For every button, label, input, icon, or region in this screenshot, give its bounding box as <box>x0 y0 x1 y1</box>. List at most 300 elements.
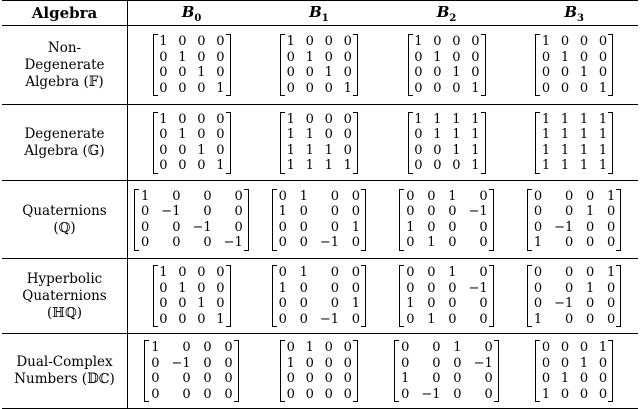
matrix-entry: 0 <box>448 311 457 327</box>
matrix-entry: 0 <box>159 158 168 173</box>
matrix-entry: 0 <box>343 127 352 142</box>
matrix-entry: 1 <box>286 127 295 142</box>
matrix-entry: 0 <box>414 80 423 96</box>
matrix-entry: 0 <box>427 188 436 204</box>
matrix-entry: 0 <box>178 80 187 96</box>
header-b0-symbol: B <box>181 2 195 21</box>
matrix-entry: 0 <box>234 188 243 204</box>
matrix-cell-b3 <box>510 334 638 409</box>
matrix-entry: 0 <box>585 188 595 204</box>
matrix-entry: 0 <box>533 280 543 296</box>
matrix-entry: −1 <box>161 204 181 219</box>
matrix-entry: 1 <box>541 111 551 127</box>
matrix-entries <box>159 34 225 96</box>
matrix-entry: 1 <box>286 111 295 127</box>
matrix-entry: 1 <box>414 34 423 49</box>
matrix-entry: 1 <box>560 158 570 173</box>
matrix-entry: 0 <box>560 80 570 96</box>
matrix-entry: 1 <box>560 127 570 142</box>
matrix-entry: 1 <box>560 49 570 65</box>
matrix-entry: 0 <box>598 355 608 371</box>
matrix-entry: 0 <box>299 311 308 327</box>
matrix-entry: 1 <box>401 371 410 386</box>
matrix-entry: 1 <box>278 280 287 296</box>
matrix-entries <box>533 265 615 327</box>
matrix-entry: 0 <box>203 235 212 250</box>
matrix-entry: 0 <box>401 340 410 355</box>
matrix-entries <box>405 265 487 327</box>
matrix-entry: −1 <box>223 235 243 250</box>
matrix-entry: 1 <box>286 34 295 49</box>
bracket-matrix <box>153 265 231 327</box>
matrix-entry: 0 <box>343 65 352 80</box>
matrix-entry: 0 <box>151 386 160 402</box>
matrix-entry: 0 <box>432 371 441 386</box>
matrix-entry: 0 <box>414 65 423 80</box>
matrix-entry: 0 <box>324 340 333 355</box>
header-algebra: Algebra <box>2 1 128 26</box>
bracket-matrix <box>394 340 498 402</box>
matrix-entry: 0 <box>351 188 361 204</box>
matrix-entry: 0 <box>197 49 206 65</box>
header-b1 <box>255 1 383 26</box>
matrix-entry: 0 <box>286 65 295 80</box>
matrix-entry: 0 <box>560 340 570 355</box>
algebra-name-cell <box>2 181 128 259</box>
matrix-entry: 0 <box>197 111 206 127</box>
matrix-entries <box>414 112 480 174</box>
matrix-entry: 1 <box>197 142 206 158</box>
matrix-entry: 0 <box>216 34 225 49</box>
matrix-entry: 0 <box>564 235 574 250</box>
matrix-entry: 1 <box>452 65 461 80</box>
header-b2-symbol: B <box>436 2 450 21</box>
matrix-entry: 0 <box>305 34 314 49</box>
matrix-entry: 0 <box>606 280 616 296</box>
bracket-matrix <box>408 34 486 96</box>
matrix-entry: 0 <box>541 80 551 96</box>
algebra-name-line: Dual-Complex <box>16 354 113 370</box>
matrix-cell-b0 <box>128 181 256 259</box>
matrix-entry: 0 <box>343 142 352 158</box>
matrix-entry: 1 <box>197 65 206 80</box>
algebra-name-line: (ℍℚ) <box>46 304 83 321</box>
matrix-entry: 0 <box>585 219 595 235</box>
header-b2 <box>383 1 511 26</box>
matrix-entry: 0 <box>197 34 206 49</box>
matrix-entry: 0 <box>299 280 308 296</box>
matrix-entry: 0 <box>406 188 415 204</box>
matrix-cell-b2 <box>383 105 511 181</box>
matrix-entry: 0 <box>606 204 616 219</box>
matrix-entry: 0 <box>427 204 436 219</box>
matrix-entry: 1 <box>452 127 461 142</box>
header-b2-subscript: 2 <box>449 12 457 24</box>
matrix-entry: 0 <box>541 355 551 371</box>
matrix-entry: 0 <box>286 49 295 65</box>
matrix-entry: 1 <box>541 158 551 173</box>
matrix-entry: 0 <box>278 296 287 311</box>
matrix-cell-b1 <box>255 26 383 105</box>
matrix-entry: 1 <box>598 340 608 355</box>
matrix-entry: 0 <box>172 188 181 204</box>
matrix-entry: 1 <box>606 188 616 204</box>
matrix-entry: 1 <box>216 80 225 96</box>
bracket-matrix <box>535 34 613 96</box>
matrix-entry: 0 <box>560 355 570 371</box>
matrix-entry: 0 <box>448 219 457 235</box>
matrix-entry: −1 <box>554 296 574 311</box>
matrix-entry: 0 <box>406 265 415 280</box>
matrix-entry: 0 <box>452 34 461 49</box>
matrix-entry: 0 <box>330 188 340 204</box>
matrix-entry: 1 <box>598 111 608 127</box>
matrix-entries <box>405 189 487 251</box>
matrix-entry: 1 <box>598 127 608 142</box>
matrix-cell-b2 <box>383 181 511 259</box>
matrix-entry: −1 <box>192 219 212 235</box>
matrix-cell-b0 <box>128 105 256 181</box>
matrix-entry: 0 <box>324 49 333 65</box>
matrix-entry: 0 <box>305 111 314 127</box>
matrix-entry: 0 <box>203 188 212 204</box>
matrix-entry: 0 <box>141 204 150 219</box>
matrix-entry: 0 <box>330 280 340 296</box>
matrix-entry: 0 <box>343 371 352 386</box>
matrix-entry: 1 <box>560 142 570 158</box>
matrix-entry: 0 <box>448 204 457 219</box>
matrix-entry: 0 <box>216 127 225 142</box>
matrix-entries <box>533 189 615 251</box>
matrix-entry: 0 <box>406 311 415 327</box>
matrix-entry: 1 <box>541 386 551 402</box>
algebra-name-line: Non- <box>47 39 82 56</box>
matrix-entry: 0 <box>564 311 574 327</box>
matrix-entry: 0 <box>159 142 168 158</box>
bracket-matrix <box>272 265 366 327</box>
matrix-entry: 0 <box>452 49 461 65</box>
matrix-entry: 1 <box>579 111 589 127</box>
header-b3-symbol: B <box>564 2 578 21</box>
matrix-entry: 1 <box>585 280 595 296</box>
matrix-entries <box>140 189 243 251</box>
header-b0 <box>128 1 256 26</box>
bracket-matrix <box>527 265 621 327</box>
matrix-entry: 0 <box>401 355 410 371</box>
matrix-entry: 1 <box>471 142 480 158</box>
matrix-entry: 0 <box>606 311 616 327</box>
matrix-cell-b0 <box>128 26 256 105</box>
matrix-entries <box>278 265 360 327</box>
matrix-entry: 0 <box>351 311 361 327</box>
matrix-entry: 0 <box>343 355 352 371</box>
matrix-entry: 0 <box>484 340 493 355</box>
matrix-entry: 0 <box>203 371 212 386</box>
matrix-entry: 0 <box>216 111 225 127</box>
bracket-matrix <box>399 265 493 327</box>
matrix-entry: 0 <box>278 188 287 204</box>
matrix-entry: 0 <box>178 111 187 127</box>
matrix-entry: 0 <box>216 65 225 80</box>
matrix-entry: 0 <box>216 265 225 280</box>
matrix-entry: 0 <box>533 219 543 235</box>
matrix-entry: 0 <box>598 386 608 402</box>
matrix-entry: 0 <box>159 49 168 65</box>
matrix-entry: 1 <box>606 265 616 280</box>
matrix-entry: −1 <box>171 355 191 371</box>
matrix-entry: 0 <box>286 340 295 355</box>
matrix-entry: 0 <box>159 280 168 296</box>
matrix-entry: 1 <box>541 127 551 142</box>
matrix-entry: 0 <box>286 371 295 386</box>
matrix-entry: 0 <box>427 296 436 311</box>
matrix-entry: 1 <box>324 142 333 158</box>
header-b3 <box>510 1 638 26</box>
matrix-entry: 0 <box>224 386 233 402</box>
matrix-entry: 0 <box>533 188 543 204</box>
matrix-entry: 0 <box>203 355 212 371</box>
matrix-entry: 0 <box>427 280 436 296</box>
table-row <box>2 334 638 409</box>
matrix-entries <box>159 265 225 327</box>
matrix-entries <box>150 340 232 402</box>
matrix-cell-b3 <box>510 181 638 259</box>
matrix-entry: 1 <box>216 311 225 327</box>
matrix-entry: 0 <box>484 386 493 402</box>
matrix-entry: 0 <box>343 386 352 402</box>
matrix-entry: 0 <box>343 49 352 65</box>
matrix-cell-b2 <box>383 334 511 409</box>
matrix-entry: 1 <box>278 204 287 219</box>
matrix-entry: 0 <box>479 265 488 280</box>
matrix-entry: −1 <box>473 355 493 371</box>
matrix-entry: 1 <box>453 340 462 355</box>
matrix-entry: 0 <box>453 355 462 371</box>
matrix-entry: 1 <box>305 158 314 173</box>
matrix-entry: 1 <box>286 158 295 173</box>
matrix-entry: 0 <box>343 111 352 127</box>
matrix-entry: 1 <box>159 111 168 127</box>
matrix-entry: 1 <box>305 127 314 142</box>
matrix-entry: 0 <box>278 311 287 327</box>
matrix-entry: 0 <box>598 371 608 386</box>
matrix-entry: 0 <box>414 49 423 65</box>
matrix-entry: 1 <box>579 142 589 158</box>
bracket-matrix <box>280 340 358 402</box>
algebra-name-cell <box>2 259 128 334</box>
matrix-entry: −1 <box>319 311 340 327</box>
matrix-entry: 0 <box>172 219 181 235</box>
matrix-entry: 0 <box>448 280 457 296</box>
matrix-entry: 0 <box>471 49 480 65</box>
matrix-entry: 0 <box>541 340 551 355</box>
matrix-entry: 0 <box>479 296 488 311</box>
bracket-matrix <box>153 112 231 174</box>
matrix-entry: 0 <box>453 386 462 402</box>
matrix-entry: 1 <box>598 142 608 158</box>
matrix-entry: 0 <box>401 386 410 402</box>
matrix-entry: 0 <box>427 219 436 235</box>
matrix-entry: 1 <box>178 280 187 296</box>
algebra-name-line: Quaternions <box>22 202 107 219</box>
algebra-name-line: Degenerate <box>24 56 105 73</box>
matrix-cell-b1 <box>255 181 383 259</box>
matrix-entry: 0 <box>178 65 187 80</box>
matrix-entry: 0 <box>330 219 340 235</box>
matrix-cell-b1 <box>255 334 383 409</box>
bracket-matrix <box>134 189 249 251</box>
matrix-entry: 1 <box>533 235 543 250</box>
matrix-entry: 0 <box>448 235 457 250</box>
matrix-entry: 1 <box>433 49 442 65</box>
matrix-entry: 1 <box>216 158 225 173</box>
matrix-entry: 0 <box>151 371 160 386</box>
matrix-entry: 1 <box>471 111 480 127</box>
matrix-entry: 1 <box>159 34 168 49</box>
matrix-cell-b1 <box>255 105 383 181</box>
matrix-entry: 1 <box>560 371 570 386</box>
bracket-matrix <box>535 112 613 174</box>
table-header-row <box>2 1 638 26</box>
matrix-entry: 1 <box>427 311 436 327</box>
matrix-entry: 0 <box>560 386 570 402</box>
matrix-entry: 0 <box>452 158 461 173</box>
matrix-entry: 0 <box>178 142 187 158</box>
matrix-entry: 0 <box>471 34 480 49</box>
matrix-cell-b3 <box>510 26 638 105</box>
matrix-entry: 0 <box>216 49 225 65</box>
matrix-entry: 0 <box>141 235 150 250</box>
matrix-entry: 0 <box>224 371 233 386</box>
bracket-matrix <box>527 189 621 251</box>
algebra-name-cell <box>2 26 128 105</box>
bracket-matrix <box>144 340 238 402</box>
matrix-cell-b3 <box>510 259 638 334</box>
matrix-entry: 1 <box>324 158 333 173</box>
matrix-entry: 0 <box>203 340 212 355</box>
algebra-name-line: Quaternions <box>22 287 107 304</box>
matrix-entry: 0 <box>305 386 314 402</box>
matrix-entry: 1 <box>452 111 461 127</box>
matrix-entry: 0 <box>286 80 295 96</box>
matrix-entry: 1 <box>433 111 442 127</box>
matrix-entry: 1 <box>178 49 187 65</box>
table-row <box>2 26 638 105</box>
algebra-name-line: Numbers (𝔻ℂ) <box>14 371 115 387</box>
matrix-entry: −1 <box>319 235 340 250</box>
matrix-entry: 0 <box>234 219 243 235</box>
matrix-entry: 1 <box>159 265 168 280</box>
matrix-entry: 1 <box>448 188 457 204</box>
basis-matrix-table <box>2 0 638 409</box>
matrix-entry: 1 <box>305 340 314 355</box>
matrix-entry: 1 <box>299 265 308 280</box>
matrix-entry: 0 <box>216 142 225 158</box>
matrix-entry: 0 <box>579 386 589 402</box>
matrix-entry: 1 <box>343 80 352 96</box>
matrix-entry: 1 <box>471 158 480 173</box>
matrix-entry: 0 <box>579 371 589 386</box>
matrix-entry: 0 <box>598 34 608 49</box>
algebra-name-line: Hyperbolic <box>26 270 103 287</box>
matrix-entry: 0 <box>305 355 314 371</box>
header-b3-subscript: 3 <box>577 12 585 24</box>
matrix-entry: 0 <box>406 204 415 219</box>
matrix-entry: 0 <box>324 34 333 49</box>
matrix-cell-b2 <box>383 26 511 105</box>
matrix-entry: 0 <box>453 371 462 386</box>
matrix-entries <box>541 112 607 174</box>
matrix-entry: 0 <box>286 386 295 402</box>
matrix-entry: 0 <box>159 80 168 96</box>
matrix-entry: 1 <box>598 80 608 96</box>
matrix-entry: 0 <box>533 265 543 280</box>
matrix-entry: 0 <box>197 80 206 96</box>
matrix-entry: 0 <box>330 296 340 311</box>
bracket-matrix <box>280 112 358 174</box>
matrix-entry: 1 <box>286 355 295 371</box>
matrix-entry: 1 <box>351 296 361 311</box>
matrix-entry: 0 <box>598 49 608 65</box>
matrix-entry: 0 <box>432 355 441 371</box>
matrix-entry: 0 <box>414 127 423 142</box>
algebra-name-line: Degenerate <box>24 125 105 142</box>
matrix-entries <box>278 189 360 251</box>
matrix-entry: −1 <box>421 386 441 402</box>
header-b0-subscript: 0 <box>194 12 202 24</box>
matrix-entry: 1 <box>585 204 595 219</box>
matrix-entry: 0 <box>159 127 168 142</box>
matrix-entry: 0 <box>606 219 616 235</box>
matrix-entry: 1 <box>541 34 551 49</box>
matrix-entry: 0 <box>414 142 423 158</box>
matrix-entry: 0 <box>560 34 570 49</box>
matrix-entry: 0 <box>433 142 442 158</box>
matrix-entry: 0 <box>305 65 314 80</box>
matrix-entries <box>400 340 492 402</box>
matrix-entry: 0 <box>533 296 543 311</box>
matrix-entry: 0 <box>182 340 191 355</box>
matrix-entry: 0 <box>606 235 616 250</box>
matrix-cell-b0 <box>128 334 256 409</box>
matrix-entry: 0 <box>579 49 589 65</box>
table-row <box>2 181 638 259</box>
matrix-entry: 0 <box>585 296 595 311</box>
matrix-entries <box>286 34 352 96</box>
matrix-entry: 0 <box>479 311 488 327</box>
matrix-entry: 1 <box>178 127 187 142</box>
matrix-entry: 0 <box>182 386 191 402</box>
matrix-entry: 0 <box>433 34 442 49</box>
matrix-entry: 0 <box>197 280 206 296</box>
table-row <box>2 259 638 334</box>
matrix-entry: 1 <box>299 188 308 204</box>
matrix-entry: 0 <box>172 235 181 250</box>
matrix-entry: 0 <box>324 111 333 127</box>
matrix-entry: 0 <box>224 355 233 371</box>
matrix-cell-b2 <box>383 259 511 334</box>
matrix-entry: 1 <box>351 219 361 235</box>
bracket-matrix <box>408 112 486 174</box>
matrix-entry: 0 <box>406 280 415 296</box>
matrix-entry: 0 <box>324 386 333 402</box>
matrix-entry: 0 <box>606 296 616 311</box>
matrix-entry: 1 <box>579 127 589 142</box>
matrix-entry: 0 <box>579 34 589 49</box>
matrix-entry: 0 <box>564 265 574 280</box>
matrix-entries <box>286 340 352 402</box>
matrix-entry: 0 <box>159 311 168 327</box>
